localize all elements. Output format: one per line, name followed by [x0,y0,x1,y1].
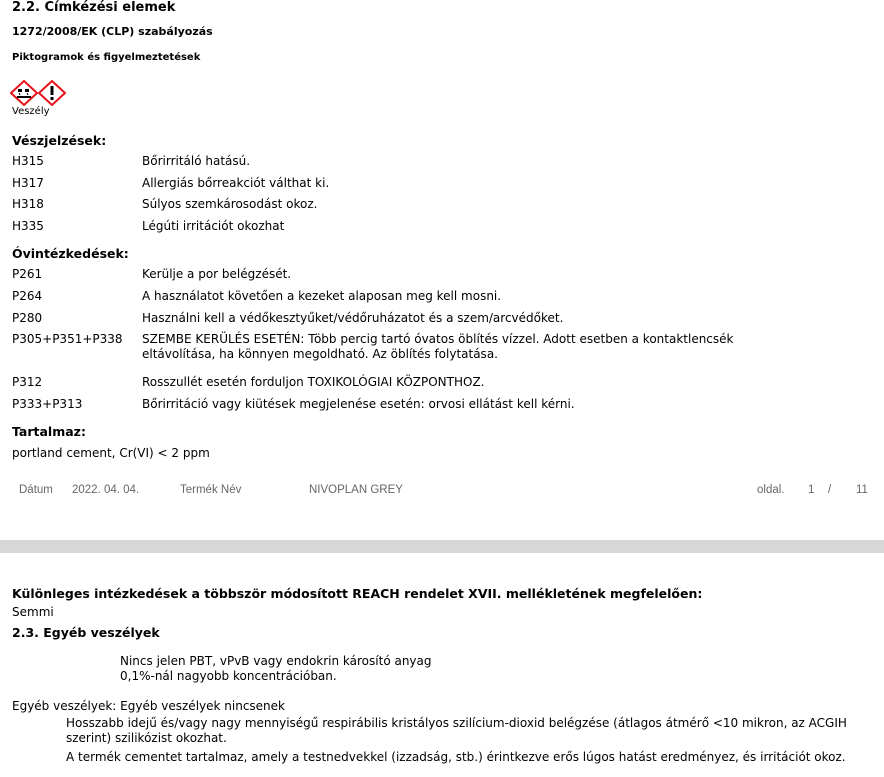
other-hazards-label: Egyéb veszélyek: Egyéb veszélyek nincsenek [12,699,285,713]
footer-page-total: 11 [856,484,868,496]
other-hazards-title: 2.3. Egyéb veszélyek [12,625,160,640]
other-hazard-item: A termék cementet tartalmaz, amely a testnedvekkel (izzadság, stb.) érintkezve erős lúgos hatást eredményez, és irritációt okoz. [66,750,846,764]
precaution-text: A használatot követően a kezeket alaposan meg kell mosni. [142,289,502,303]
reach-heading: Különleges intézkedések a többször módosított REACH rendelet XVII. mellékletének megfelelően: [12,586,703,601]
hazard-code: H317 [12,176,44,190]
precaution-heading: Óvintézkedések: [12,246,129,261]
section-title: 2.2. Címkézési elemek [12,0,176,15]
footer-product-value: NIVOPLAN GREY [309,484,403,496]
precaution-text: SZEMBE KERÜLÉS ESETÉN: Több percig tartó óvatos öblítés vízzel. Adott esetben a kontaktlencsék eltávolítása, ha könnyen megoldható. Az öblítés folytatása. [142,332,734,361]
precaution-code: P305+P351+P338 [12,332,123,346]
footer-date-value: 2022. 04. 04. [72,484,140,496]
precaution-code: P312 [12,375,43,389]
precaution-code: P264 [12,289,43,303]
precaution-code: P333+P313 [12,397,83,411]
footer-date-label: Dátum [19,484,53,496]
other-hazard-item: Hosszabb idejű és/vagy nagy mennyiségű respirábilis kristályos szilícium-dioxid belégzése (átlagos átmérő <10 mikron, az ACGIH szerint) szilikózist okozhat. [66,716,847,745]
precaution-text: Használni kell a védőkesztyűket/védőruházatot és a szem/arcvédőket. [142,311,564,325]
reach-value: Semmi [12,605,54,619]
footer-page-separator: / [828,484,832,496]
pbt-text: Nincs jelen PBT, vPvB vagy endokrin károsító anyag 0,1%-nál nagyobb koncentrációban. [120,654,432,683]
hazard-code: H318 [12,197,44,211]
hazard-code: H335 [12,219,44,233]
precaution-text: Kerülje a por belégzését. [142,267,292,281]
precaution-code: P261 [12,267,43,281]
contains-text: portland cement, Cr(VI) < 2 ppm [12,446,210,460]
page-separator [0,540,884,553]
hazard-text: Allergiás bőrreakciót válthat ki. [142,176,330,190]
precaution-text: Rosszullét esetén forduljon TOXIKOLÓGIAI KÖZPONTHOZ. [142,375,485,389]
footer-page-current: 1 [808,484,815,496]
hazard-text: Súlyos szemkárosodást okoz. [142,197,318,211]
footer-page-label: oldal. [757,484,785,496]
contains-heading: Tartalmaz: [12,424,86,439]
signal-word: Veszély [12,106,50,117]
hazard-text: Légúti irritációt okozhat [142,219,285,233]
footer-product-label: Termék Név [180,484,242,496]
hazard-text: Bőrirritáló hatású. [142,154,251,168]
regulation-label: 1272/2008/EK (CLP) szabályozás [12,25,213,38]
hazard-code: H315 [12,154,44,168]
pictograms-heading: Piktogramok és figyelmeztetések [12,52,201,63]
precaution-text: Bőrirritáció vagy kiütések megjelenése esetén: orvosi ellátást kell kérni. [142,397,575,411]
hazard-heading: Vészjelzések: [12,133,107,148]
precaution-code: P280 [12,311,43,325]
